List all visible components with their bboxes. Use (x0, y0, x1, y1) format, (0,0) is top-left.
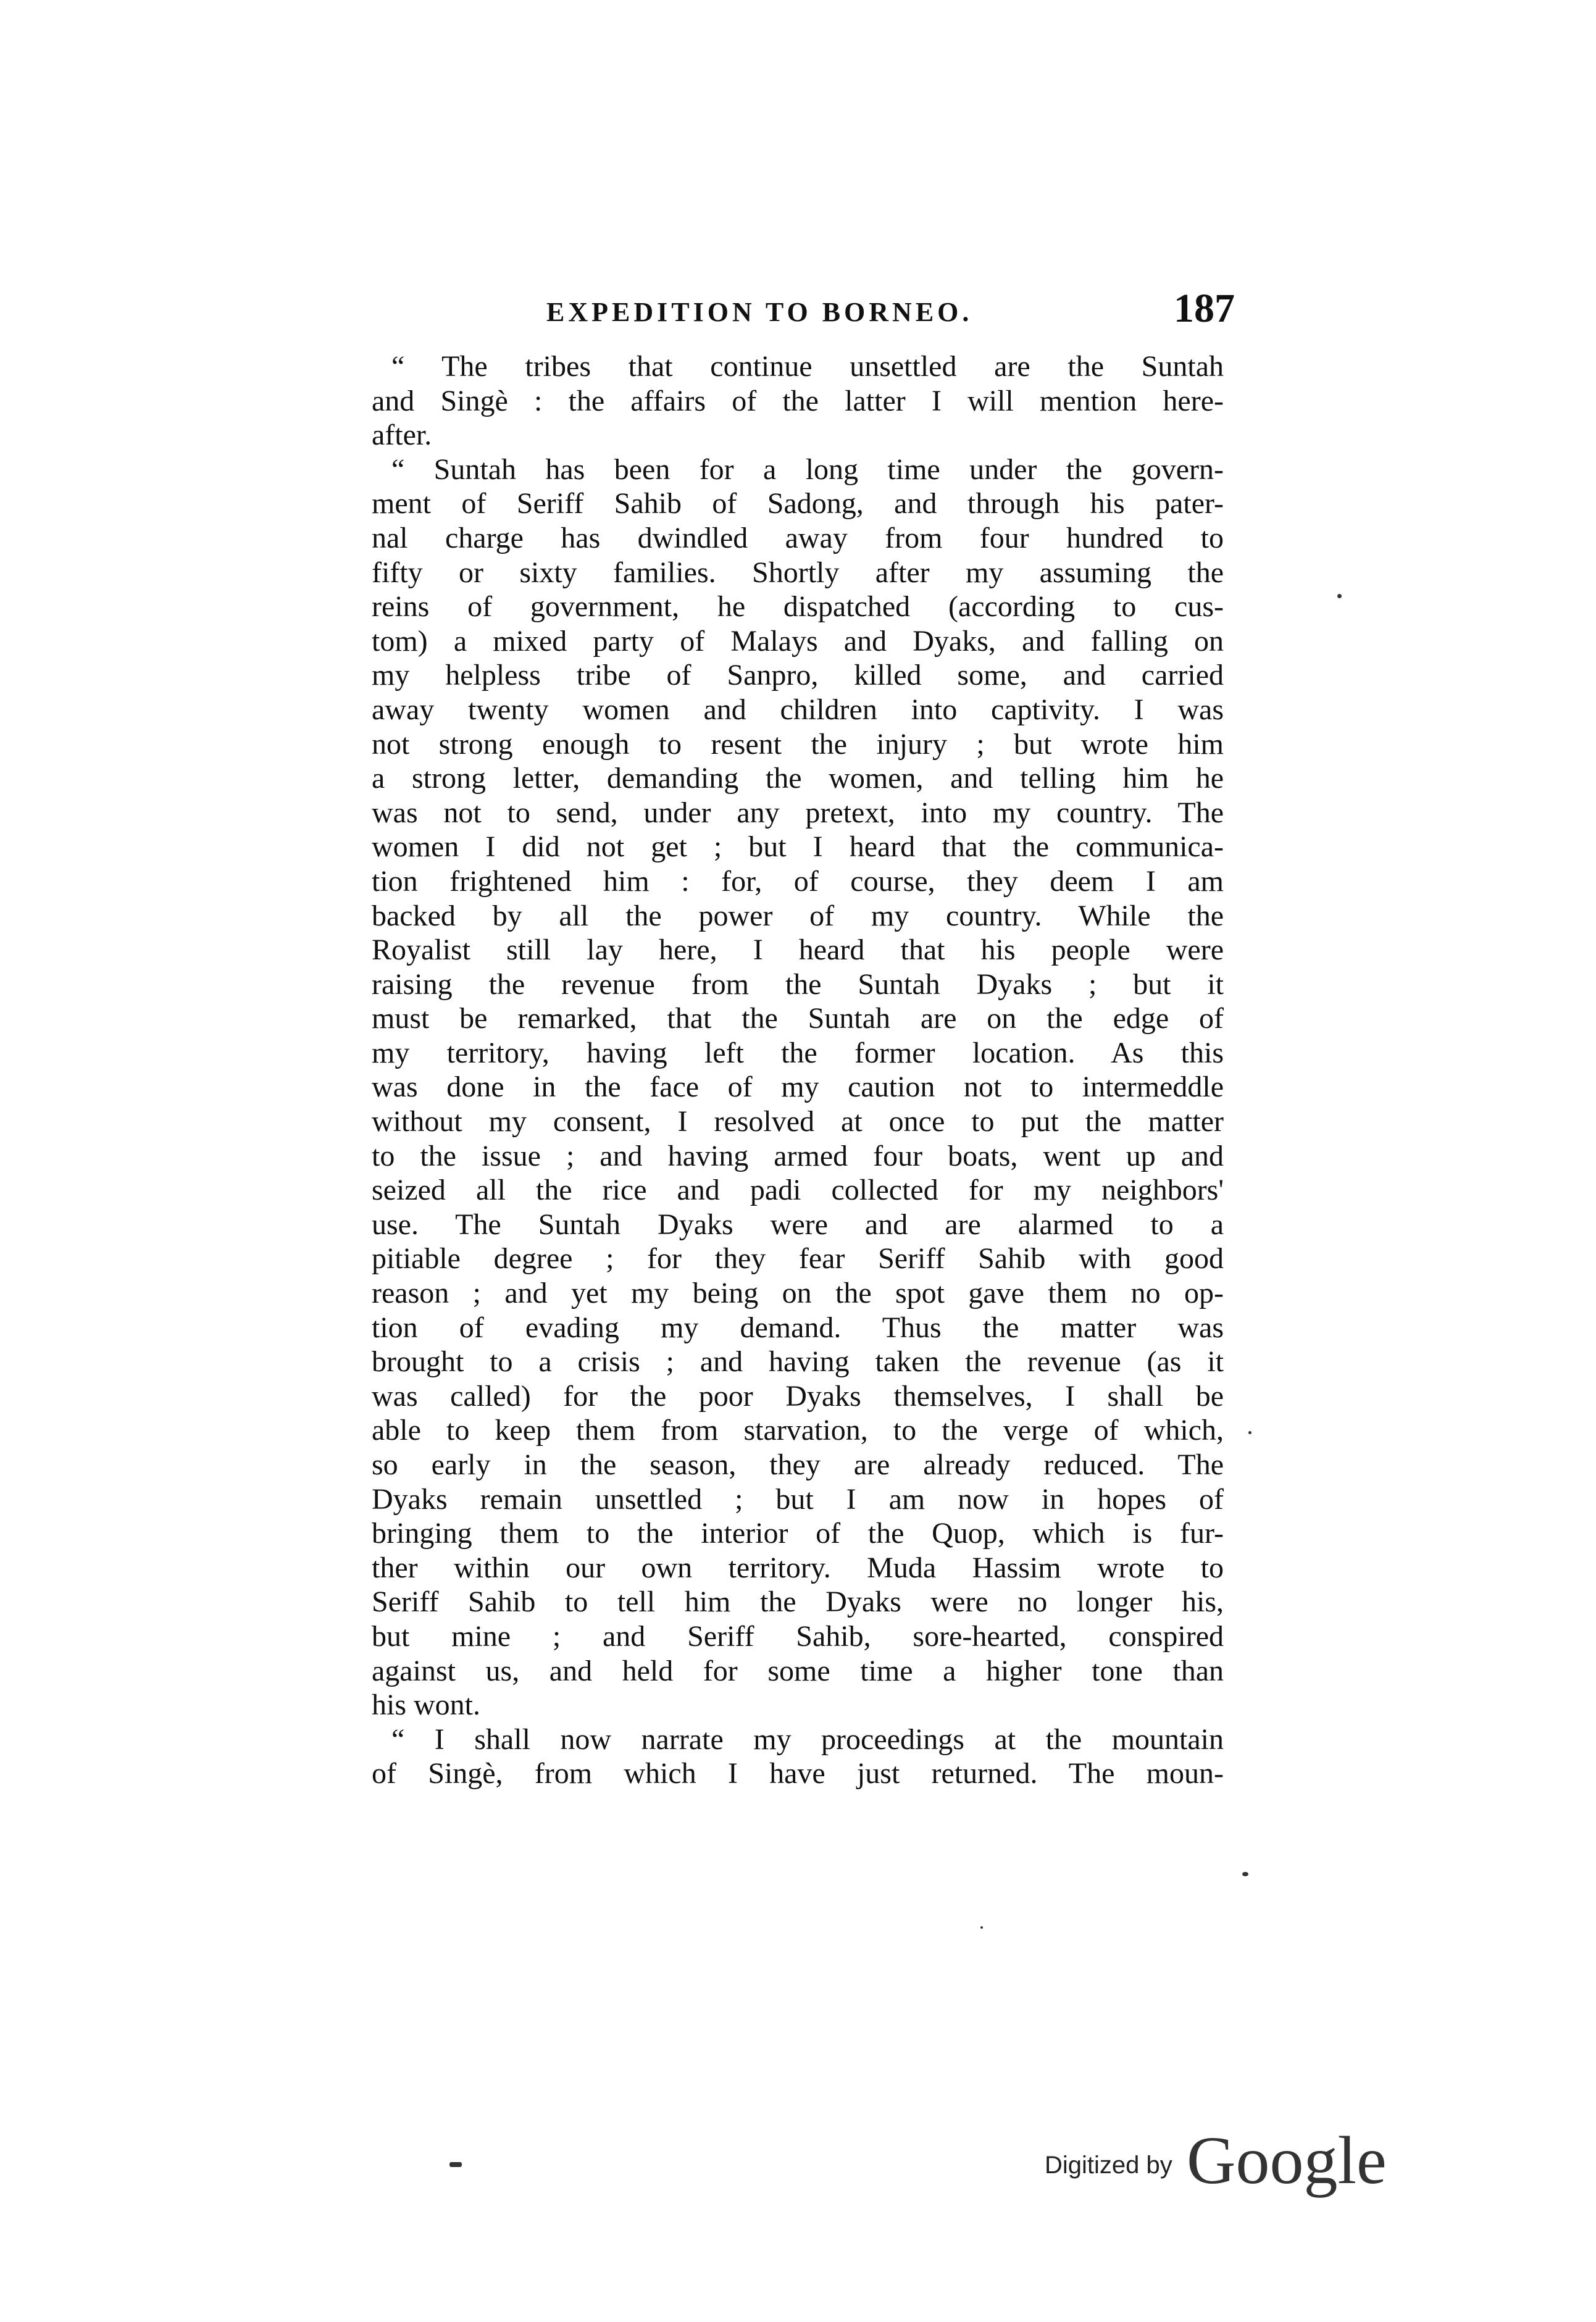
text-line: ther within our own territory. Muda Hassim wrote to (372, 1551, 1224, 1584)
text-line: his wont. (372, 1689, 481, 1722)
body-text (372, 349, 1224, 1791)
running-head (370, 285, 1235, 341)
text-line: Seriff Sahib to tell him the Dyaks were no longer his, (372, 1585, 1224, 1619)
text-line: Dyaks remain unsettled ; but I am now in hopes of (372, 1482, 1224, 1516)
text-line: “ I shall now narrate my proceedings at the mountain (391, 1723, 1224, 1756)
text-line: tion of evading my demand. Thus the matter was (372, 1311, 1224, 1344)
running-title: EXPEDITION TO BORNEO. (546, 297, 973, 327)
google-logo: Google (1187, 2123, 1387, 2198)
text-line: was called) for the poor Dyaks themselves, I shall be (372, 1379, 1224, 1413)
text-line: a strong letter, demanding the women, and telling him he (372, 762, 1224, 795)
scan-speck (449, 2162, 462, 2167)
text-line: bringing them to the interior of the Quop, which is fur- (372, 1517, 1224, 1550)
text-line: “ The tribes that continue unsettled are the Suntah (391, 350, 1224, 383)
scan-speck (980, 1926, 983, 1929)
text-line: after. (372, 419, 432, 452)
text-line: and Singè : the affairs of the latter I will mention here- (372, 384, 1224, 417)
text-line: my territory, having left the former location. As this (372, 1036, 1224, 1069)
text-line: against us, and held for some time a higher tone than (372, 1654, 1224, 1687)
text-line: seized all the rice and padi collected for my neighbors' (372, 1174, 1224, 1207)
text-line: “ Suntah has been for a long time under the govern- (391, 453, 1224, 486)
text-line: reins of government, he dispatched (according to cus- (372, 590, 1224, 624)
text-line: to the issue ; and having armed four boats, went up and (372, 1139, 1224, 1172)
text-line: not strong enough to resent the injury ; but wrote him (372, 727, 1224, 761)
text-line: ment of Seriff Sahib of Sadong, and through his pater- (372, 487, 1224, 520)
text-line: pitiable degree ; for they fear Seriff Sahib with good (372, 1242, 1224, 1276)
scan-speck (1242, 1872, 1248, 1876)
text-line: my helpless tribe of Sanpro, killed some, and carried (372, 659, 1224, 692)
text-line: without my consent, I resolved at once to put the matter (372, 1105, 1224, 1138)
text-line: reason ; and yet my being on the spot gave them no op- (372, 1277, 1224, 1310)
text-line: use. The Suntah Dyaks were and are alarmed to a (372, 1208, 1224, 1241)
digitized-label: Digitized by (1045, 2152, 1172, 2179)
text-line: but mine ; and Seriff Sahib, sore-hearted, conspired (372, 1619, 1224, 1653)
text-line: fifty or sixty families. Shortly after my assuming the (372, 556, 1224, 589)
text-line: was done in the face of my caution not to intermeddle (372, 1071, 1224, 1104)
page-number: 187 (1174, 286, 1235, 331)
scan-speck (1337, 594, 1342, 598)
text-line: must be remarked, that the Suntah are on the edge of (372, 1002, 1224, 1035)
text-line: Royalist still lay here, I heard that his people were (372, 933, 1224, 967)
digitized-by-google-watermark (1045, 2123, 1390, 2198)
text-line: tion frightened him : for, of course, they deem I am (372, 864, 1224, 898)
text-line: women I did not get ; but I heard that the communica- (372, 830, 1224, 864)
text-line: able to keep them from starvation, to the verge of which, (372, 1414, 1224, 1447)
text-line: backed by all the power of my country. While the (372, 899, 1224, 932)
text-line: was not to send, under any pretext, into my country. The (372, 796, 1224, 829)
scan-speck (1248, 1431, 1251, 1434)
text-line: raising the revenue from the Suntah Dyaks ; but it (372, 967, 1224, 1001)
text-line: nal charge has dwindled away from four hundred to (372, 521, 1224, 554)
text-line: tom) a mixed party of Malays and Dyaks, and falling on (372, 624, 1224, 658)
text-line: away twenty women and children into captivity. I was (372, 693, 1224, 726)
text-line: of Singè, from which I have just returned. The moun- (372, 1757, 1224, 1790)
text-line: brought to a crisis ; and having taken the revenue (as it (372, 1345, 1224, 1379)
text-line: so early in the season, they are already reduced. The (372, 1448, 1224, 1481)
